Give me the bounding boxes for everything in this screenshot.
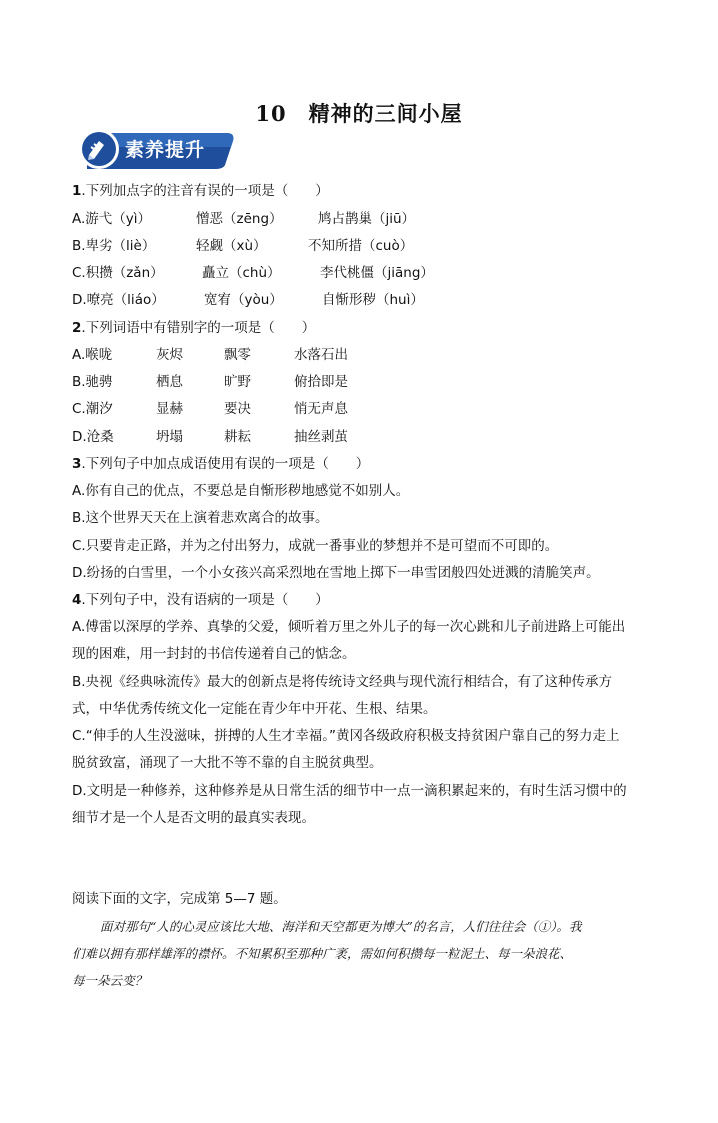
q4-option-a-line-2: 现的困难，用一封封的书信传递着自己的惦念。	[72, 646, 356, 662]
passage-line-1: 面对那句“人的心灵应该比大地、海洋和天空都更为博大”的名言，人们往往会（①）。我	[100, 919, 582, 934]
q3-option-d: D.纷扬的白雪里，一个小女孩兴高采烈地在雪地上掷下一串雪团般四处迸溅的清脆笑声。	[72, 565, 600, 581]
q3-option-c: C.只要肯走正路，并为之付出努力，成就一番事业的梦想并不是可望而不可即的。	[72, 538, 559, 554]
question-1-stem: 1.下列加点字的注音有误的一项是（ ）	[72, 183, 329, 199]
q3-option-b: B.这个世界天天在上演着悲欢离合的故事。	[72, 510, 329, 526]
question-2-stem: 2.下列词语中有错别字的一项是（ ）	[72, 320, 316, 336]
q4-option-b-line-2: 式，中华优秀传统文化一定能在青少年中开花、生根、结果。	[72, 701, 437, 717]
q4-option-c-line-2: 脱贫致富，涌现了一大批不等不靠的自主脱贫典型。	[72, 755, 383, 771]
q4-option-d-line-1: D.文明是一种修养，这种修养是从日常生活的细节中一点一滴积累起来的，有时生活习惯中的	[72, 783, 627, 799]
q3-option-a: A.你有自己的优点，不要总是自惭形秽地感觉不如别人。	[72, 483, 410, 499]
document-page: 10 精神的三间小屋 素养提升 1.下列加点字的注音有误的一项是（ ） A.游弋（yì） 憎恶（zēng） 鸠占鹊巢（jiū） B.卑劣（liè） 轻觑（xù） 不知所措（cuò） C.积攒（zǎn） 矗立（chù） 李代桃僵（jiāng） D.嘹亮（liáo） 宽宥（yòu） 自惭形秽（huì） 2.下列词语中有错别字的一项是（ ） A.喉咙 灰烬 飘零 水落石出 B.驰骋 栖息 旷野 俯拾即是 C.潮汐 显赫 要决 悄无声息 D.沧桑 坍塌 耕耘 抽丝剥茧 3.下列句子中加点成语使用有误的一项是（ ） A.你有自己的优点，不要总是自惭形秽地感觉不如别人。 B.这个世界天天在上演着悲欢离合的故事。 C.只要肯走正路，并为之付出努力，成就一番事业的梦想并不是可望而不可即的。 D.纷扬的白雪里，一个小女孩兴高采烈地在雪地上掷下一串雪团般四处迸溅的清脆笑声。 4.下列句子中，没有语病的一项是（ ） A.傅雷以深厚的学养、真挚的父爱，倾听着万里之外儿子的每一次心跳和儿子前进路上可能出 现的困难，用一封封的书信传递着自己的惦念。 B.央视《经典咏流传》最大的创新点是将传统诗文经典与现代流行相结合，有了这种传承方 式，中华优秀传统文化一定能在青少年中开花、生根、结果。 C.“伸手的人生没滋味，拼搏的人生才幸福。”黄冈各级政府积极支持贫困户靠自己的努力走上 脱贫致富，涌现了一大批不等不靠的自主脱贫典型。 D.文明是一种修养，这种修养是从日常生活的细节中一点一滴积累起来的，有时生活习惯中的 细节才是一个人是否文明的最真实表现。 阅读下面的文字，完成第 5—7 题。 面对那句“人的心灵应该比大地、海洋和天空都更为博大”的名言，人们往往会（①）。我 们难以拥有那样雄浑的襟怀。不知累积至那种广袤，需如何积攒每一粒泥土、每一朵浪花、 每一朵云变？	[0, 0, 718, 1123]
passage-line-2: 们难以拥有那样雄浑的襟怀。不知累积至那种广袤，需如何积攒每一粒泥土、每一朵浪花、	[72, 946, 573, 961]
page-title: 10 精神的三间小屋	[255, 101, 463, 126]
question-3-stem: 3.下列句子中加点成语使用有误的一项是（ ）	[72, 456, 370, 472]
q4-option-c-line-1: C.“伸手的人生没滋味，拼搏的人生才幸福。”黄冈各级政府积极支持贫困户靠自己的努力走上	[72, 728, 620, 744]
q4-option-b-line-1: B.央视《经典咏流传》最大的创新点是将传统诗文经典与现代流行相结合，有了这种传承方	[72, 674, 613, 690]
section-banner	[77, 127, 235, 171]
question-4-stem: 4.下列句子中，没有语病的一项是（ ）	[72, 592, 329, 608]
q4-option-d-line-2: 细节才是一个人是否文明的最真实表现。	[72, 810, 315, 826]
q4-option-a-line-1: A.傅雷以深厚的学养、真挚的父爱，倾听着万里之外儿子的每一次心跳和儿子前进路上可能出	[72, 619, 626, 635]
reading-instruction: 阅读下面的文字，完成第 5—7 题。	[72, 891, 287, 907]
passage-line-3: 每一朵云变？	[72, 973, 148, 988]
section-label: 素养提升	[125, 139, 206, 161]
